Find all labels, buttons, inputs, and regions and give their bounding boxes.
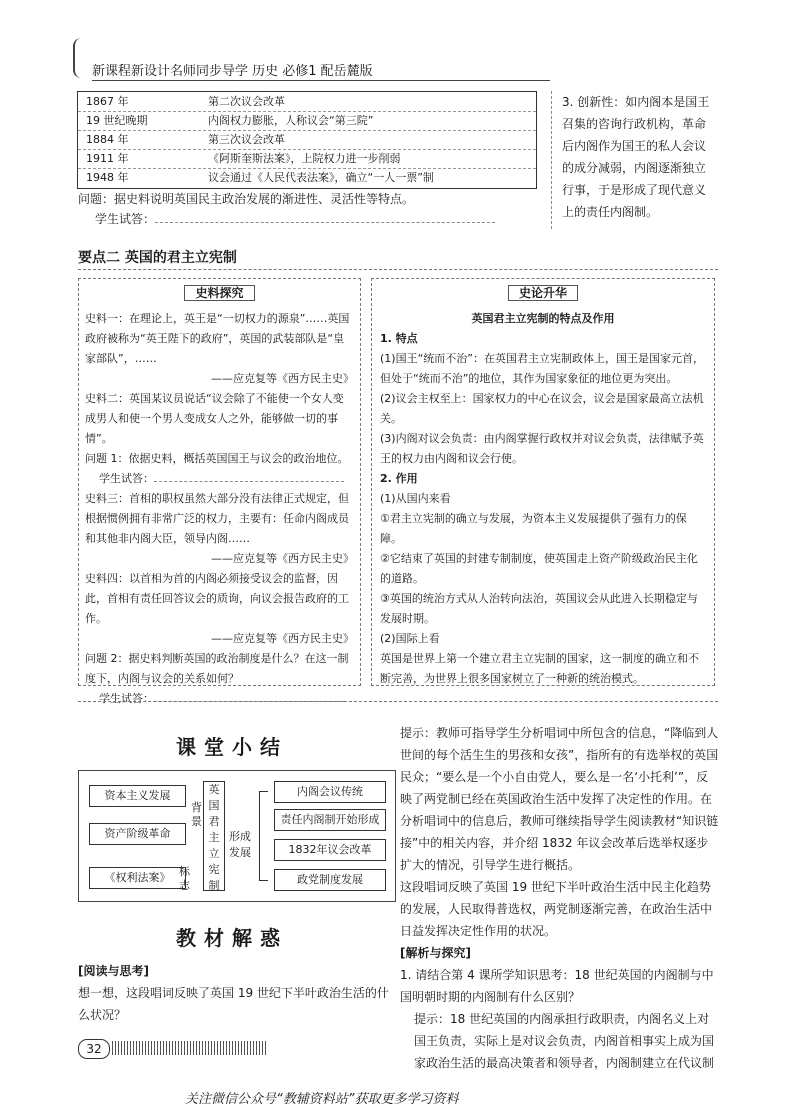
- diagram-node: 资产阶级革命: [89, 823, 186, 845]
- timeline-table: [77, 91, 537, 189]
- summary-diagram: [78, 770, 396, 902]
- diagram-label: 形成发展: [229, 830, 251, 859]
- student-try-label: 学生试答：: [85, 689, 354, 709]
- student-try-label: 学生试答：: [85, 469, 354, 489]
- subheading: [阅读与思考]: [78, 964, 149, 978]
- paragraph: 提示：教师可指导学生分析唱词中所包含的信息，“降临到人世间的每个活生生的男孩和女孩”，指所有的有选举权的英国民众；“要么是一个小自由党人，要么是一名‘小托利’”，反映了两党制已经在英国政治生活中发挥了决定性的作用。在分析唱词中的信息后，教师可继续指导学生阅读教材“知识链接”中的相关内容，并介绍 1832 年议会改革后选举权逐步扩大的情况，引导学生进行概括。: [400, 726, 719, 872]
- diagram-center: 英国君主立宪制: [203, 781, 225, 891]
- paragraph: (2)议会主权至上：国家权力的中心在议会，议会是国家最高立法机关。: [380, 392, 704, 425]
- paragraph: ②它结束了英国的封建专制制度，使英国走上资产阶级政治民主化的道路。: [380, 552, 698, 585]
- diagram-node: 1832年议会改革: [274, 839, 386, 861]
- source-citation: ——应克复等《西方民主史》: [211, 632, 354, 645]
- diagram-node: 内阁会议传统: [274, 781, 386, 803]
- table-row: 1867 年 第二次议会改革: [78, 92, 536, 112]
- section-rule: [78, 269, 718, 270]
- source-citation: ——应克复等《西方民主史》: [211, 552, 354, 565]
- question-top: 问题：据史料说明英国民主政治发展的渐进性、灵活性等特点。: [78, 192, 415, 206]
- section-title-frame: [176, 922, 288, 951]
- question-1: 问题 1：依据史料，概括英国国王与议会的政治地位。: [85, 452, 349, 465]
- paragraph: (3)内阁对议会负责：由内阁掌握行政权并对议会负责，法律赋予英王的权力由内阁和议会行使。: [380, 432, 704, 465]
- paragraph: 英国是世界上第一个建立君主立宪制的国家，这一制度的确立和不断完善，为世界上很多国家树立了一种新的统治模式。: [380, 652, 699, 685]
- header-bracket: [73, 38, 85, 78]
- table-row: 1911 年 《阿斯奎斯法案》，上院权力进一步削弱: [78, 149, 536, 169]
- box-label: 史料探究: [184, 285, 254, 301]
- summary-title-frame: [176, 731, 288, 760]
- table-row: 1884 年 第三次议会改革: [78, 130, 536, 150]
- source-3: 史料三：首相的职权虽然大部分没有法律正式规定，但根据惯例拥有非常广泛的权力，主要有：任命内阁成员和其他非内阁大臣，领导内阁……: [85, 492, 349, 545]
- student-try-label: 学生试答：: [95, 210, 495, 227]
- source-2: 史料二：英国某议员说话“议会除了不能使一个女人变成男人和使一个男人变成女人之外，能够做一切的事情”。: [85, 392, 344, 445]
- header-rule: [92, 80, 550, 81]
- source-exploration-box: [78, 278, 361, 705]
- subheading: [解析与探究]: [400, 946, 471, 960]
- side-note: 3. 创新性：如内阁本是国王召集的咨询行政机构，革命后内阁作为国王的私人会议的成分减弱，内阁逐渐独立行事，于是形成了现代意义上的责任内阁制。: [551, 91, 710, 229]
- footer-note: 关注微信公众号“教辅资料站”获取更多学习资料: [185, 1092, 459, 1107]
- source-1: 史料一：在理论上，英王是“一切权力的源泉”……英国政府被称为“英王陛下的政府”，英国的武装部队是“皇家部队”，……: [85, 312, 350, 365]
- theory-box: [371, 278, 715, 686]
- section-title: 教材解惑: [176, 926, 288, 950]
- diagram-node: 资本主义发展: [89, 785, 186, 807]
- section-heading: 要点二 英国的君主立宪制: [78, 250, 237, 266]
- paragraph: 提示：18 世纪英国的内阁承担行政职责，内阁名义上对国王负责，实际上是对议会负责，内阁首相事实上成为国家政治生活的最高决策者和领导者，内阁制建立在代议制: [414, 1012, 715, 1070]
- source-citation: ——应克复等《西方民主史》: [211, 372, 354, 385]
- summary-title: 课堂小结: [176, 735, 288, 759]
- table-row: 1948 年 议会通过《人民代表法案》，确立“一人一票”制: [86, 171, 434, 184]
- paragraph: 1. 请结合第 4 课所学知识思考：18 世纪英国的内阁制与中国明朝时期的内阁制有什么区别？: [400, 968, 714, 1004]
- page-header: 新课程新设计名师同步导学 历史 必修1 配岳麓版: [92, 64, 373, 79]
- subheading: 1. 特点: [380, 332, 418, 345]
- divider: [78, 701, 718, 702]
- hint-text: [400, 722, 720, 1074]
- paragraph: ①君主立宪制的确立与发展，为资本主义发展提供了强有力的保障。: [380, 512, 687, 545]
- paragraph: (2)国际上看: [380, 632, 440, 645]
- diagram-node: 责任内阁制开始形成: [274, 809, 386, 831]
- table-row: 19 世纪晚期 内阁权力膨胀，人称议会“第三院”: [78, 111, 536, 131]
- box-label: 史论升华: [508, 285, 578, 301]
- decorative-hatch: [112, 1041, 267, 1055]
- paragraph: (1)从国内来看: [380, 492, 451, 505]
- question-2: 问题 2：据史料判断英国的政治制度是什么？在这一制度下，内阁与议会的关系如何？: [85, 652, 349, 685]
- subheading: 2. 作用: [380, 472, 418, 485]
- source-4: 史料四：以首相为首的内阁必须接受议会的监督，因此，首相有责任回答议会的质询，向议会报告政府的工作。: [85, 572, 349, 625]
- paragraph: ③英国的统治方式从人治转向法治，英国议会从此进入长期稳定与发展时期。: [380, 592, 698, 625]
- paragraph: (1)国王“统而不治”：在英国君主立宪制政体上，国王是国家元首，但处于“统而不治”的地位，其作为国家象征的地位更为突出。: [380, 352, 704, 385]
- read-and-think: [78, 960, 394, 1026]
- diagram-label: 背景: [191, 801, 202, 828]
- box-title: 英国君主立宪制的特点及作用: [471, 312, 615, 325]
- paragraph: 想一想，这段唱词反映了英国 19 世纪下半叶政治生活的什么状况？: [78, 986, 389, 1022]
- page-number: 32: [78, 1039, 110, 1059]
- bracket: [259, 791, 268, 881]
- diagram-node: 政党制度发展: [274, 869, 386, 891]
- paragraph: 这段唱词反映了英国 19 世纪下半叶政治生活中民主化趋势的发展，人民取得普选权，两党制逐渐完善，在政治生活中日益发挥决定性作用的状况。: [400, 880, 713, 938]
- diagram-label: 标志: [179, 865, 190, 892]
- diagram-node: 《权利法案》: [89, 867, 186, 889]
